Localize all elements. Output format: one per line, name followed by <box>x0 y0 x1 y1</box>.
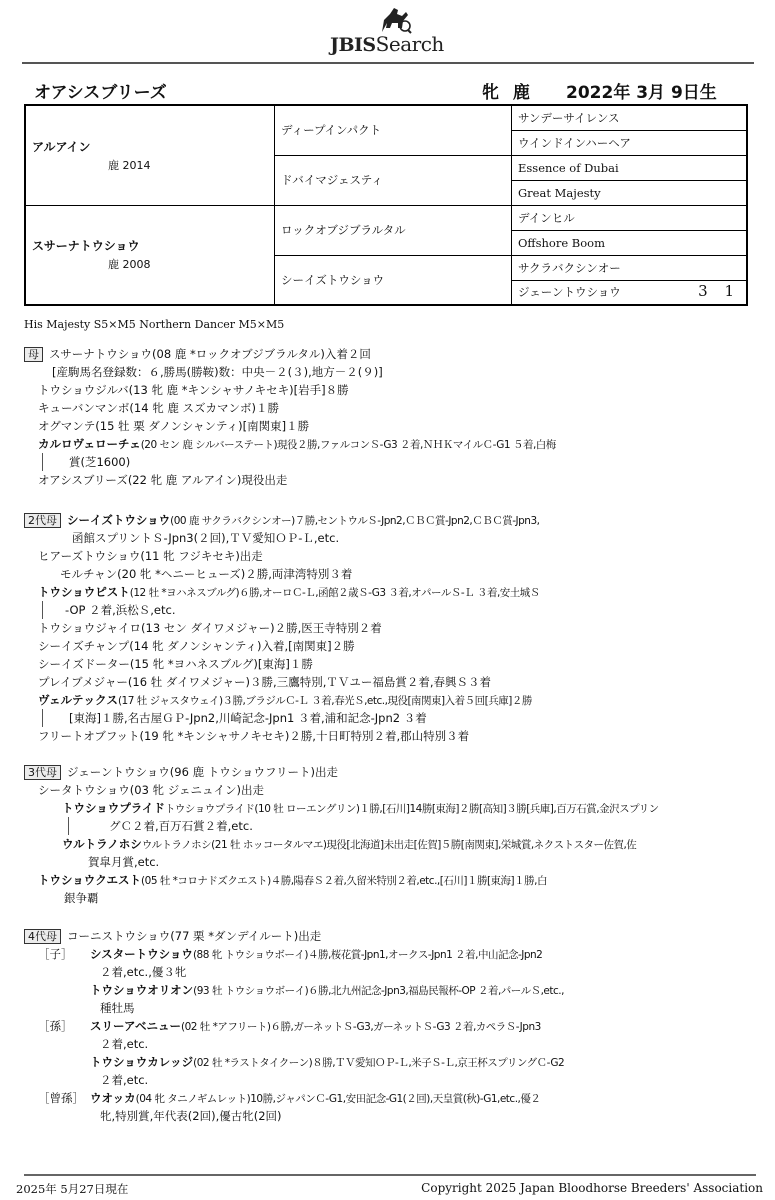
descendant-line[interactable] <box>24 1053 744 1071</box>
section-4th-dam <box>24 927 744 1125</box>
grandfoal-line[interactable]: モルチャン(20 牝 *ヘニーヒューズ)２勝,両津湾特別３着 <box>60 567 353 581</box>
foal-record: (17 牡 ジャスタウェイ)３勝,ブラジルＣ-Ｌ ３着,春光Ｓ,etc.,現役[南関東]入着５回[兵庫]２勝 <box>117 695 532 707</box>
foal-line[interactable]: シータトウショウ(03 牝 ジェニュイン)出走 <box>38 783 264 797</box>
horse-sex-color: 牝 鹿 <box>482 83 534 103</box>
grandfoal-record: ウルトラノホシ(21 牡 ホッコータルマエ)現役[北海道]未出走[佐賀]５勝[南関東],栄城賞,ネクストスター佐賀,佐 <box>141 839 637 851</box>
foal-line[interactable] <box>24 435 744 453</box>
foal-line[interactable]: トウショウジャイロ(13 セン ダイワメジャー)２勝,医王寺特別２着 <box>38 621 382 635</box>
produce-record: [産駒馬名登録数：６,勝馬(勝鞍)数：中央－２(３),地方－２(９)] <box>52 365 383 379</box>
header-divider <box>22 62 754 64</box>
tag-4th-dam: 4代母 <box>24 929 61 944</box>
horse-logo-icon <box>376 6 412 34</box>
descendant-record-cont: ２着,etc.,優３牝 <box>100 965 187 979</box>
foal-record: (20 セン 鹿 シルバーステート)現役２勝,ファルコンＳ-G3 ２着,ＮＨＫマイルＣ-G1 ５着,白梅 <box>140 439 556 451</box>
foal-name: トウショウピスト <box>38 585 130 599</box>
descendant-line[interactable] <box>24 945 744 963</box>
pedigree-sire-dam[interactable]: ドバイマジェスティ <box>275 155 512 205</box>
descendant-record: (02 牡 *アフリート)６勝,ガーネットＳ-G3,ガーネットＳ-G3 ２着,カペラＳ-Jpn3 <box>180 1021 541 1033</box>
tag-3rd-dam: 3代母 <box>24 765 61 780</box>
foal-record-cont: 賞(芝1600) <box>42 453 744 471</box>
pedigree-ggp-4[interactable]: Great Majesty <box>512 180 748 205</box>
grandfoal-record-cont: グＣ２着,百万石賞２着,etc. <box>68 817 744 835</box>
descendant-name: ウオッカ <box>90 1091 136 1105</box>
foal-name: ヴェルテックス <box>38 693 118 707</box>
sire-name: アルアイン <box>32 139 91 154</box>
descendant-name: トウショウカレッジ <box>90 1055 194 1069</box>
4th-dam-line[interactable]: コーニストウショウ(77 栗 *ダンデイルート)出走 <box>67 929 322 943</box>
foal-line[interactable]: プレイブメジャー(16 牡 ダイワメジャー)３勝,三鷹特別,ＴＶユー福島賞２着,春興Ｓ３着 <box>38 675 492 689</box>
sire-info: 鹿 2014 <box>108 158 151 172</box>
pedigree-ggp-5[interactable]: デインヒル <box>512 205 748 230</box>
pedigree-ggp-7[interactable]: サクラバクシンオー <box>512 255 748 280</box>
foal-record-cont: -OP ２着,浜松Ｓ,etc. <box>42 601 744 619</box>
grandfoal-line[interactable] <box>24 799 744 817</box>
descendant-line[interactable] <box>24 981 744 999</box>
pedigree-number: 3 1 <box>698 282 740 301</box>
pedigree-ggp-1[interactable]: サンデーサイレンス <box>512 105 748 130</box>
descendant-record: (04 牝 タニノギムレット)10勝,ジャパンＣ-G1,安田記念-G1(２回),天皇賞(秋)-G1,etc.,優２ <box>135 1093 541 1105</box>
2nd-dam-record-cont: 函館スプリントＳ-Jpn3(２回),ＴＶ愛知ＯＰ-Ｌ,etc. <box>72 531 340 545</box>
foal-name: カルロヴェローチェ <box>38 437 141 451</box>
foal-record-cont: 銀争覇 <box>64 891 99 905</box>
foal-name: トウショウクエスト <box>38 873 142 887</box>
foal-line[interactable]: オグマンテ(15 牡 栗 ダノンシャンティ)[南関東]１勝 <box>38 419 310 433</box>
descendant-record-cont: ２着,etc. <box>100 1073 149 1087</box>
as-of-date: 2025年 5月27日現在 <box>16 1182 129 1196</box>
copyright: Copyright 2025 Japan Bloodhorse Breeders' Association <box>421 1181 763 1195</box>
descendant-record-cont: 種牡馬 <box>100 1001 135 1015</box>
tag-dam: 母 <box>24 347 43 362</box>
grandfoal-name: ウルトラノホシ <box>62 837 142 851</box>
foal-record: (12 牡 *ヨハネスブルグ)６勝,オーロＣ-Ｌ,函館２歳Ｓ-G3 ３着,オパールＳ-Ｌ ３着,安土城Ｓ <box>129 587 540 599</box>
descendant-record: (88 牝 トウショウボーイ)４勝,桜花賞-Jpn1,オークス-Jpn1 ２着,中山記念-Jpn2 <box>192 949 543 961</box>
2nd-dam-name[interactable]: シーイズトウショウ <box>67 513 171 527</box>
3rd-dam-line[interactable]: ジェーントウショウ(96 鹿 トウショウフリート)出走 <box>67 765 339 779</box>
foal-line[interactable]: シーイズチャンプ(14 牝 ダノンシャンティ)入着,[南関東]２勝 <box>38 639 355 653</box>
descendant-record: (02 牡 *ラストタイクーン)８勝,ＴＶ愛知ＯＰ-Ｌ,米子Ｓ-Ｌ,京王杯スプリングＣ-G2 <box>193 1057 565 1069</box>
descendant-name: スリーアベニュー <box>90 1019 181 1033</box>
section-3rd-dam <box>24 763 744 907</box>
grandfoal-record-cont: 賀皐月賞,etc. <box>88 855 160 869</box>
jbis-search-logo[interactable] <box>326 6 466 54</box>
foal-line[interactable] <box>24 583 744 601</box>
foal-line[interactable] <box>24 871 744 889</box>
foal-line[interactable] <box>24 691 744 709</box>
descendant-record-cont: ２着,etc. <box>100 1037 149 1051</box>
footer-divider <box>24 1174 756 1176</box>
descendant-name: シスタートウショウ <box>90 947 193 961</box>
pedigree-ggp-2[interactable]: ウインドインハーヘア <box>512 130 748 155</box>
foal-line[interactable]: トウショウジルバ(13 牝 鹿 *キンシャサノキセキ)[岩手]８勝 <box>38 383 349 397</box>
section-2nd-dam <box>24 511 744 745</box>
pedigree-sire[interactable] <box>25 105 275 205</box>
pedigree-dam[interactable] <box>25 205 275 305</box>
ggp-8-name: ジェーントウショウ <box>518 285 621 300</box>
foal-line[interactable]: シーイズドーター(15 牝 *ヨハネスブルグ)[東海]１勝 <box>38 657 313 671</box>
descendant-record: (93 牡 トウショウボーイ)６勝,北九州記念-Jpn3,福島民報杯-OP ２着,パールＳ,etc., <box>193 985 564 997</box>
pedigree-dam-dam[interactable]: シーイズトウショウ <box>275 255 512 305</box>
descendant-name: トウショウオリオン <box>90 983 194 997</box>
2nd-dam-record: (00 鹿 サクラバクシンオー)７勝,セントウルＳ-Jpn2,ＣＢＣ賞-Jpn2,ＣＢＣ賞-Jpn3, <box>170 515 540 527</box>
pedigree-ggp-6[interactable]: Offshore Boom <box>512 230 748 255</box>
foal-line[interactable]: キューバンマンボ(14 牝 鹿 スズカマンボ)１勝 <box>38 401 279 415</box>
pedigree-table <box>24 104 748 306</box>
generation-label: ［孫］ <box>38 1019 73 1033</box>
grandfoal-record: トウショウプライド(10 牡 ローエングリン)１勝,[石川]14勝[東海]２勝[高知]３勝[兵庫],百万石賞,金沢スプリン <box>164 803 659 815</box>
dam-name: スサーナトウショウ <box>32 239 140 254</box>
tag-2nd-dam: 2代母 <box>24 513 61 528</box>
foal-line[interactable]: オアシスブリーズ(22 牝 鹿 アルアイン)現役出走 <box>38 473 288 487</box>
dam-info: 鹿 2008 <box>108 258 151 272</box>
pedigree-ggp-3[interactable]: Essence of Dubai <box>512 155 748 180</box>
pedigree-sire-sire[interactable]: ディープインパクト <box>275 105 512 155</box>
grandfoal-line[interactable] <box>24 835 744 853</box>
dam-line[interactable]: スサーナトウショウ(08 鹿 *ロックオブジブラルタル)入着２回 <box>49 347 371 361</box>
pedigree-ggp-8[interactable] <box>512 280 748 305</box>
pedigree-dam-sire[interactable]: ロックオブジブラルタル <box>275 205 512 255</box>
descendant-line[interactable] <box>24 1017 744 1035</box>
descendant-line[interactable] <box>24 1089 744 1107</box>
horse-birthdate: 2022年 3月 9日生 <box>566 83 717 103</box>
horse-name: オアシスブリーズ <box>34 83 167 103</box>
foal-record-cont: [東海]１勝,名古屋ＧＰ-Jpn2,川崎記念-Jpn1 ３着,浦和記念-Jpn2 ３着 <box>42 709 744 727</box>
generation-label: ［子］ <box>38 947 73 961</box>
foal-line[interactable]: ヒアーズトウショウ(11 牝 フジキセキ)出走 <box>38 549 263 563</box>
inbreeding-note: His Majesty S5×M5 Northern Dancer M5×M5 <box>24 318 285 331</box>
grandfoal-name: トウショウプライド <box>62 801 165 815</box>
foal-record: (05 牡 *コロナドズクエスト)４勝,陽春Ｓ２着,久留米特別２着,etc.,[石川]１勝[東海]１勝,白 <box>141 875 547 887</box>
logo-jbis: JBIS <box>330 34 376 56</box>
foal-line[interactable]: フリートオブフット(19 牝 *キンシャサノキセキ)２勝,十日町特別２着,郡山特別３着 <box>38 729 470 743</box>
descendant-record-cont: 牝,特別賞,年代表(2回),優古牝(2回) <box>100 1109 282 1123</box>
generation-label: ［曾孫］ <box>38 1091 84 1105</box>
logo-search: Search <box>375 32 444 56</box>
section-dam <box>24 345 744 489</box>
